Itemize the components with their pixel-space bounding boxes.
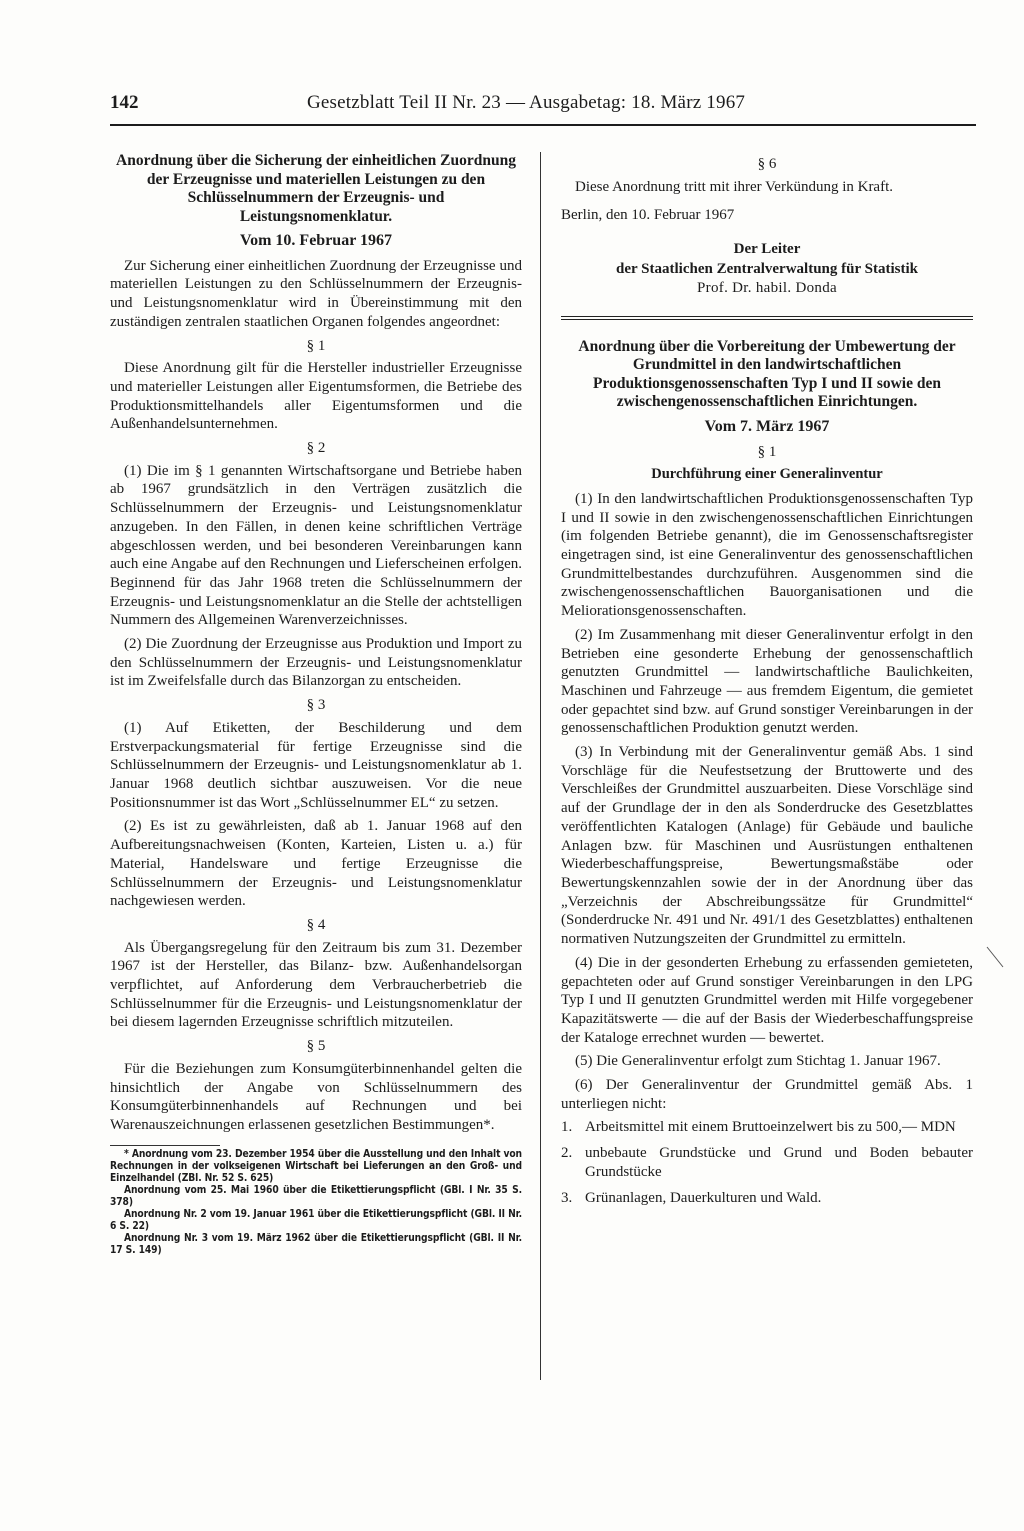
section-paragraph: (2) Die Zuordnung der Erzeugnisse aus Produktion und Import zu den Schlüsselnummern der Erzeugnis- und Leistungsnomenklatur ist im Zweifelsfalle durch das Bilanzorgan zu entscheiden. [110,636,522,690]
right-ordinance-title: Anordnung über die Vorbereitung der Umbewertung der Grundmittel in den landwirtschaftlichen Produktionsgenossenschaften Typ I und II sowie den zwischengenossenschaftlichen Einrichtungen. [578,337,956,411]
section-separator [561,316,973,320]
margin-pencil-mark [985,945,1005,969]
left-preamble: Zur Sicherung einer einheitlichen Zuordnung der Erzeugnisse und materiellen Leistungen zu den Schlüsselnummern der Erzeugnis- und Leistungsnomenklatur wird in Übereinstimmung mit den zuständigen zentralen staatlichen Organen folgendes angeordnet: [110,257,522,330]
section-heading: § 3 [306,697,326,714]
section-paragraph: (1) In den landwirtschaftlichen Produktionsgenossenschaften Typ I und II sowie in den zwischengenossenschaftlichen Einrichtungen (im folgenden Betriebe genannt), die im Genossenschaftsregister eingetragen sind, ist eine Generalinventur des genossenschaftlichen Grundmittelbestandes durchzuführen. Ausgenommen sind die zwischengenossenschaftlichen Bauorganisationen und die Meliorationsgenossenschaften. [561,490,973,620]
section-heading: § 5 [306,1038,326,1055]
left-ordinance-title: Anordnung über die Sicherung der einheitlichen Zuordnung der Erzeugnisse und materiellen Leistungen zu den Schlüsselnummern der Erzeugnis- und Leistungsnomenklatur. [116,152,516,225]
footnote: * Anordnung vom 23. Dezember 1954 über die Ausstellung und den Inhalt von Rechnungen in der volkseigenen Wirtschaft bei Lieferungen an den Groß- und Einzelhandel (ZBl. Nr. 52 S. 625) [110,1148,522,1184]
section-paragraph: Als Übergangsregelung für den Zeitraum bis zum 31. Dezember 1967 ist der Hersteller, das Bilanz- bzw. Außenhandelsorgan verpflichtet, auf Anforderung dem Verbraucherbetrieb die Schlüsselnummer für die Erzeugnis- und Leistungsnomenklatur der bei diesem lagernden Erzeugnisse schriftlich mitzuteilen. [110,939,522,1031]
section-paragraph: (1) Die im § 1 genannten Wirtschaftsorgane und Betriebe haben ab 1967 grundsätzlich in den Verträgen zusätzlich die Schlüsselnummern der Erzeugnis- und Leistungsnomenklatur anzugeben. In den Fällen, in denen keine schriftlichen Verträge abgeschlossen werden, und bei besonderen Vereinbarungen kann auch eine Angabe auf den Rechnungen und Lieferscheinen erfolgen. Beginnend für das Jahr 1968 treten die Schlüsselnummern der Erzeugnis- und Leistungsnomenklatur an die Stelle der achtstelligen Nummern des Allgemeinen Warenverzeichnisses. [110,462,522,629]
page-number: 142 [110,92,139,113]
section-paragraph: (4) Die in der gesonderten Erhebung zu erfassenden gemieteten, gepachteten oder auf Grund sonstiger Vereinbarungen in den LPG Typ I und II genutzten Grundmittel werden mit Hilfe vorgegebener Kapazitätswerte — die auf der Basis der Wiederbeschaffungspreise der Kataloge errechnet wurden — bewertet. [561,954,973,1046]
page-header [110,92,976,122]
section-paragraph: (5) Die Generalinventur erfolgt zum Stichtag 1. Januar 1967. [575,1053,941,1070]
list-item [561,1144,973,1181]
section-paragraph: (3) In Verbindung mit der Generalinventur gemäß Abs. 1 sind Vorschläge für die Neufestsetzung der Bruttowerte und des Verschleißes der Grundmittel auszuarbeiten. Diese Vorschläge sind auf der Grundlage der in den als Sonderdrucke des Gesetzblattes veröffentlichten Katalogen (Anlage) für Gebäude und bauliche Anlagen bzw. für Maschinen und Ausrüstungen enthaltenen Wiederbeschaffungspreise, Bewertungsmaßstäbe oder Bewertungskennzahlen sowie der in der Anordnung über das „Verzeichnis der Abschreibungssätze für Grundmittel“ (Sonderdrucke Nr. 491 und Nr. 491/1 des Gesetzblattes) enthaltenen normativen Nutzungszeiten der Grundmittel zu ermitteln. [561,744,973,948]
list-item-number: 1. [561,1119,573,1136]
right-column [561,152,973,1214]
section-paragraph: (6) Der Generalinventur der Grundmittel gemäß Abs. 1 unterliegen nicht: [561,1077,973,1112]
left-ordinance-date: Vom 10. Februar 1967 [240,232,392,249]
footnote: Anordnung Nr. 2 vom 19. Januar 1961 über die Etikettierungspflicht (GBl. II Nr. 6 S. 22) [110,1208,522,1232]
running-header: Gesetzblatt Teil II Nr. 23 — Ausgabetag: 18. März 1967 [307,92,746,113]
section-paragraph: (1) Auf Etiketten, der Beschilderung und dem Erstverpackungsmaterial für fertige Erzeugnisse sind die Schlüsselnummern der Erzeugnis- und Leistungsnomenklatur ab 1. Januar 1968 deutlich sichtbar auszuweisen. Vor die neue Positionsnummer ist das Wort „Schlüsselnummer EL“ zu setzen. [110,719,522,811]
footnote: Anordnung Nr. 3 vom 19. März 1962 über die Etikettierungspflicht (GBl. II Nr. 17 S. 149) [110,1232,522,1256]
place-date: Berlin, den 10. Februar 1967 [561,207,735,224]
list-item-number: 3. [561,1189,573,1206]
section-paragraph: Diese Anordnung tritt mit ihrer Verkündung in Kraft. [575,178,894,195]
header-rule [110,124,976,126]
left-column [110,152,522,1257]
section-heading: § 2 [306,440,326,457]
list-item [561,1118,973,1137]
footnotes [110,1140,522,1257]
list-item-text: unbebaute Grundstücke und Grund und Boden bebauter Grundstücke [585,1145,973,1180]
list-item-number: 2. [561,1145,573,1162]
footnote-rule [110,1145,220,1146]
list-item-text: Arbeitsmittel mit einem Bruttoeinzelwert bis zu 500,— MDN [585,1119,956,1136]
section-heading: § 4 [306,916,326,933]
section-heading: § 1 [757,443,777,460]
section-paragraph: Für die Beziehungen zum Konsumgüterbinnenhandel gelten die hinsichtlich der Angabe von Schlüsselnummern des Konsumgüterbinnenhandels auf Rechnungen und bei Warenauszeichnungen erlassenen gesetzlichen Bestimmungen*. [110,1060,522,1133]
section-paragraph: Diese Anordnung gilt für die Hersteller industrieller Erzeugnisse und materieller Leistungen aller Eigentumsformen, die Betriebe des Produktionsmittelhandels aller Eigentumsformen und die Außenhandelsunternehmen. [110,360,522,433]
column-divider [540,152,541,1380]
signature-role: Der Leiter [733,241,801,258]
section-heading: § 1 [306,337,326,354]
list-item [561,1189,973,1208]
right-ordinance-date: Vom 7. März 1967 [704,417,830,435]
section-paragraph: (2) Im Zusammenhang mit dieser Generalinventur erfolgt in den Betrieben eine gesonderte Erhebung der genossenschaftlich genutzten Grundmittel — landwirtschaftliche Baulichkeiten, Maschinen und Fahrzeuge — aus fremdem Eigentum, die gemietet oder gepachtet sind bzw. auf Grund sonstiger Vereinbarungen in der genossenschaftlichen Produktion genutzt werden. [561,626,973,737]
footnote: Anordnung vom 25. Mai 1960 über die Etikettierungspflicht (GBl. I Nr. 35 S. 378) [110,1184,522,1208]
list-item-text: Grünanlagen, Dauerkulturen und Wald. [585,1189,822,1206]
exemption-list [561,1118,973,1207]
signature-office: der Staatlichen Zentralverwaltung für Statistik [616,261,918,278]
section-paragraph: (2) Es ist zu gewährleisten, daß ab 1. Januar 1968 auf den Aufbereitungsnachweisen (Konten, Karteien, Listen u. a.) für Material, Handelsware und fertige Erzeugnisse die Schlüsselnummern der Erzeugnis- und Leistungsnomenklatur nachgewiesen werden. [110,818,522,910]
signature-name: Prof. Dr. habil. Donda [697,280,837,297]
section-subheading: Durchführung einer Generalinventur [651,466,883,483]
section-heading: § 6 [757,156,777,172]
